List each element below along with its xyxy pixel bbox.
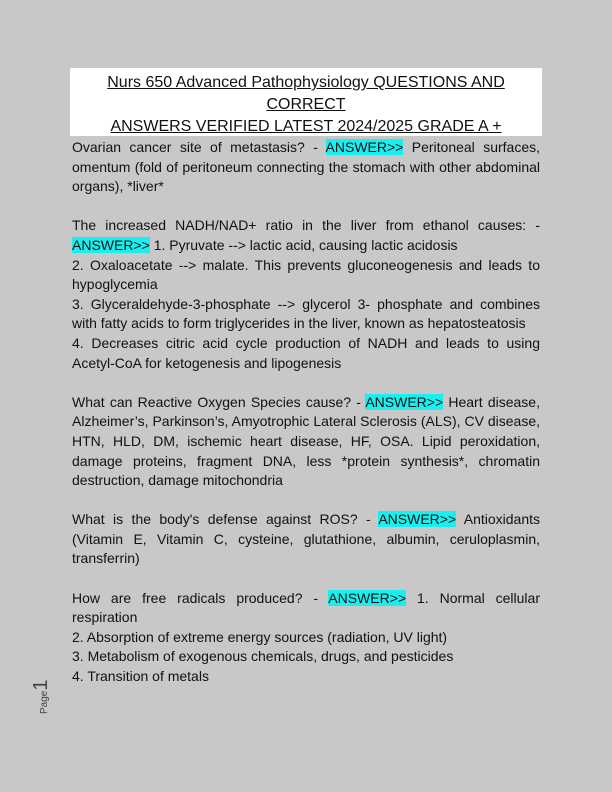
answer-line: 2. Absorption of extreme energy sources (radiation, UV light) [72, 628, 448, 645]
qa-item-3 [72, 393, 540, 491]
answer-tag: ANSWER>> [365, 393, 444, 410]
question-text: Ovarian cancer site of metastasis? - [72, 139, 326, 155]
answer-line: 2. Oxaloacetate --> malate. This prevents gluconeogenesis and leads to hypoglycemia [72, 256, 540, 293]
question-text: How are free radicals produced? - [72, 589, 329, 606]
answer-line: 3. Glyceraldehyde-3-phosphate --> glycerol 3- phosphate and combines with fatty acids to form triglycerides in the liver, known as hepatosteatosis [72, 295, 540, 332]
qa-item-5 [72, 589, 540, 628]
document-title-line-1: Nurs 650 Advanced Pathophysiology QUESTIONS AND CORRECT [107, 74, 505, 113]
answer-tag: ANSWER>> [328, 589, 407, 606]
answer-tag: ANSWER>> [72, 236, 150, 253]
answer-text: Peritoneal surfaces, omentum (fold of peritoneum connecting the stomach with other abdominal organs), *liver* [72, 139, 540, 195]
document-title-box [70, 68, 542, 136]
answer-text: Antioxidants (Vitamin E, Vitamin C, cysteine, glutathione, albumin, ceruloplasmin, transferrin) [72, 511, 541, 567]
page-number: 1 [30, 679, 52, 691]
qa-content [72, 138, 540, 687]
qa-item-1 [72, 138, 540, 197]
document-title-line-2: ANSWERS VERIFIED LATEST 2024/2025 GRADE A + [110, 118, 502, 135]
answer-line: 4. Decreases citric acid cycle production of NADH and leads to using Acetyl-CoA for ketogenesis and lipogenesis [72, 334, 540, 371]
page-number-footer [30, 674, 53, 714]
question-text: What can Reactive Oxygen Species cause? - [72, 393, 366, 410]
answer-tag: ANSWER>> [325, 139, 404, 155]
answer-tag: ANSWER>> [378, 511, 457, 528]
answer-text: 1. Normal cellular respiration [72, 589, 540, 626]
page-word: Page [39, 690, 50, 714]
answer-line: 4. Transition of metals [72, 668, 209, 685]
answer-line: 3. Metabolism of exogenous chemicals, drugs, and pesticides [72, 648, 454, 665]
question-text: The increased NADH/NAD+ ratio in the liver from ethanol causes: - [72, 217, 540, 234]
qa-item-2 [72, 216, 540, 255]
answer-text: Heart disease, Alzheimer’s, Parkinson’s, Amyotrophic Lateral Sclerosis (ALS), CV disease, HTN, HLD, DM, ischemic heart disease, HF, OSA. Lipid peroxidation, damage proteins, fragment DNA, less *protein synthesis*, chromatin destruction, damage mitochondria [72, 393, 540, 489]
qa-item-4 [72, 510, 540, 569]
question-text: What is the body's defense against ROS? - [72, 511, 379, 528]
answer-text: 1. Pyruvate --> lactic acid, causing lactic acidosis [149, 236, 458, 253]
